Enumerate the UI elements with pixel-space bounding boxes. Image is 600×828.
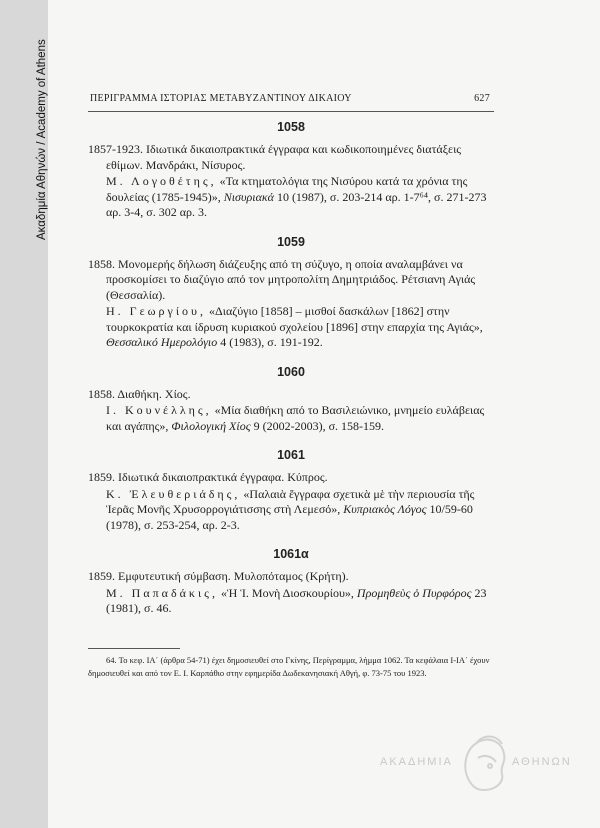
entry-record: 1858. Διαθήκη. Χίος. (88, 386, 191, 401)
entry-record: 1859. Εμφυτευτική σύμβαση. Μυλοπόταμος (Κρήτη). (88, 569, 349, 583)
ref-author: Ι. Κουνέλλης, (106, 403, 212, 417)
ref-author: Η. Γεωργίου, (106, 304, 207, 318)
header-rule (88, 111, 494, 112)
entry (88, 120, 494, 221)
watermark-left-text: ΑΚΑΔΗΜΙΑ (380, 756, 453, 768)
side-label (22, 39, 48, 280)
ref-details: 10/59-60 (1978), σ. 253-254, αρ. 2-3. (106, 502, 473, 532)
entry-reference (106, 304, 494, 351)
entry-number: 1061α (273, 547, 309, 561)
academy-watermark (380, 730, 580, 800)
entry-number: 1061 (277, 448, 305, 462)
ref-author: Μ. Λογοθέτης, (106, 174, 217, 188)
ref-author: Μ. Παπαδάκις, (106, 585, 218, 600)
entry-number: 1058 (277, 120, 305, 134)
entry-reference (106, 487, 494, 534)
entry-number: 1060 (277, 364, 305, 379)
entry-reference (106, 174, 494, 221)
ref-details: 10 (1987), σ. 203-214 αρ. 1-7⁶⁴, σ. 271-273 αρ. 3-4, σ. 302 αρ. 3. (106, 189, 487, 219)
side-label-text: Ακαδημία Αθηνών / Academy of Athens (36, 39, 48, 240)
ref-title: «Μία διαθήκη από το Βασιλειώνικο, μνημείο ευλάβειας και αγάπης», (106, 403, 485, 433)
entry-number: 1059 (277, 234, 305, 249)
ref-details: 9 (2002-2003), σ. 158-159. (250, 418, 385, 433)
ref-title: «Τα κτηματολόγια της Νισύρου κατά τα χρόνια της δουλείας (1785-1945)», (106, 174, 468, 204)
entry (88, 547, 494, 617)
entry-reference (106, 586, 494, 617)
entry-reference (106, 403, 494, 434)
ref-details: 23 (1981), σ. 46. (106, 585, 487, 615)
ref-title: «Παλαιὰ ἔγγραφα σχετικὰ μὲ τὴν περιουσία τῆς Ἱερᾶς Μονῆς Χρυσορρογιάτισσης στὴ Λεμεσό», (106, 486, 475, 516)
entry (88, 365, 494, 435)
ref-title: «Διαζύγιο [1858] – μισθοί δασκάλων [1862] στην τουρκοκρατία και ίδρυση κυριακού σχολείου [1896] στην επαρχία της Αγιάς», (106, 304, 483, 334)
header-title: ΠΕΡΙΓΡΑΜΜΑ ΙΣΤΟΡΙΑΣ ΜΕΤΑΒΥΖΑΝΤΙΝΟΥ ΔΙΚΑΙΟΥ (90, 93, 352, 104)
entry-record: 1857-1923. Ιδιωτικά δικαιοπρακτικά έγγραφα και κωδικοποιημένες διατάξεις εθίμων. Μανδράκι, Νίσυρος. (88, 142, 462, 172)
watermark-right-text: ΑΘΗΝΩΝ (512, 756, 572, 768)
ref-details: 4 (1983), σ. 191-192. (217, 335, 323, 349)
entry (88, 235, 494, 351)
ref-journal: Κυπριακὸς Λόγος (343, 502, 427, 516)
page-number: 627 (474, 93, 490, 104)
athena-head-icon (456, 732, 512, 796)
entry (88, 448, 494, 533)
ref-title: «Ἡ Ἱ. Μονὴ Διοσκουρίου», (217, 585, 357, 600)
entry-record: 1859. Ιδιωτικά δικαιοπρακτικά έγγραφα. Κύπρος. (88, 470, 328, 484)
ref-journal: Θεσσαλικό Ημερολόγιο (106, 335, 218, 349)
running-header (90, 93, 490, 107)
entries-list (88, 120, 494, 631)
ref-journal: Νισυριακά (223, 189, 274, 204)
ref-journal: Προμηθεὺς ὁ Πυρφόρος (356, 585, 472, 600)
ref-journal: Φιλολογική Χίος (171, 418, 251, 433)
footnote: 64. Το κεφ. ΙΑ΄ (άρθρα 54-71) έχει δημοσιευθεί στο Γκίνης, Περίγραμμα, λήμμα 1062. Τα κεφάλαια Ι-ΙΑ΄ έχουν δημοσιευθεί και από τον Ε. Ι. Καρπάθιο στην εφημερίδα Δωδεκανησιακή Αθγή, φ. 73-75 του 1923. (88, 655, 490, 678)
footnote-rule (88, 648, 180, 649)
ref-author: Κ. Ἐλευθεριάδης, (106, 486, 241, 501)
entry-record: 1858. Μονομερής δήλωση διάζευξης από τη σύζυγο, η οποία αναλαμβάνει να προσκομίσει το διαζύγιο από τον μητροπολίτη Δημητριάδος. Ρέτσιανη Αγιάς (Θεσσαλία). (88, 256, 476, 302)
